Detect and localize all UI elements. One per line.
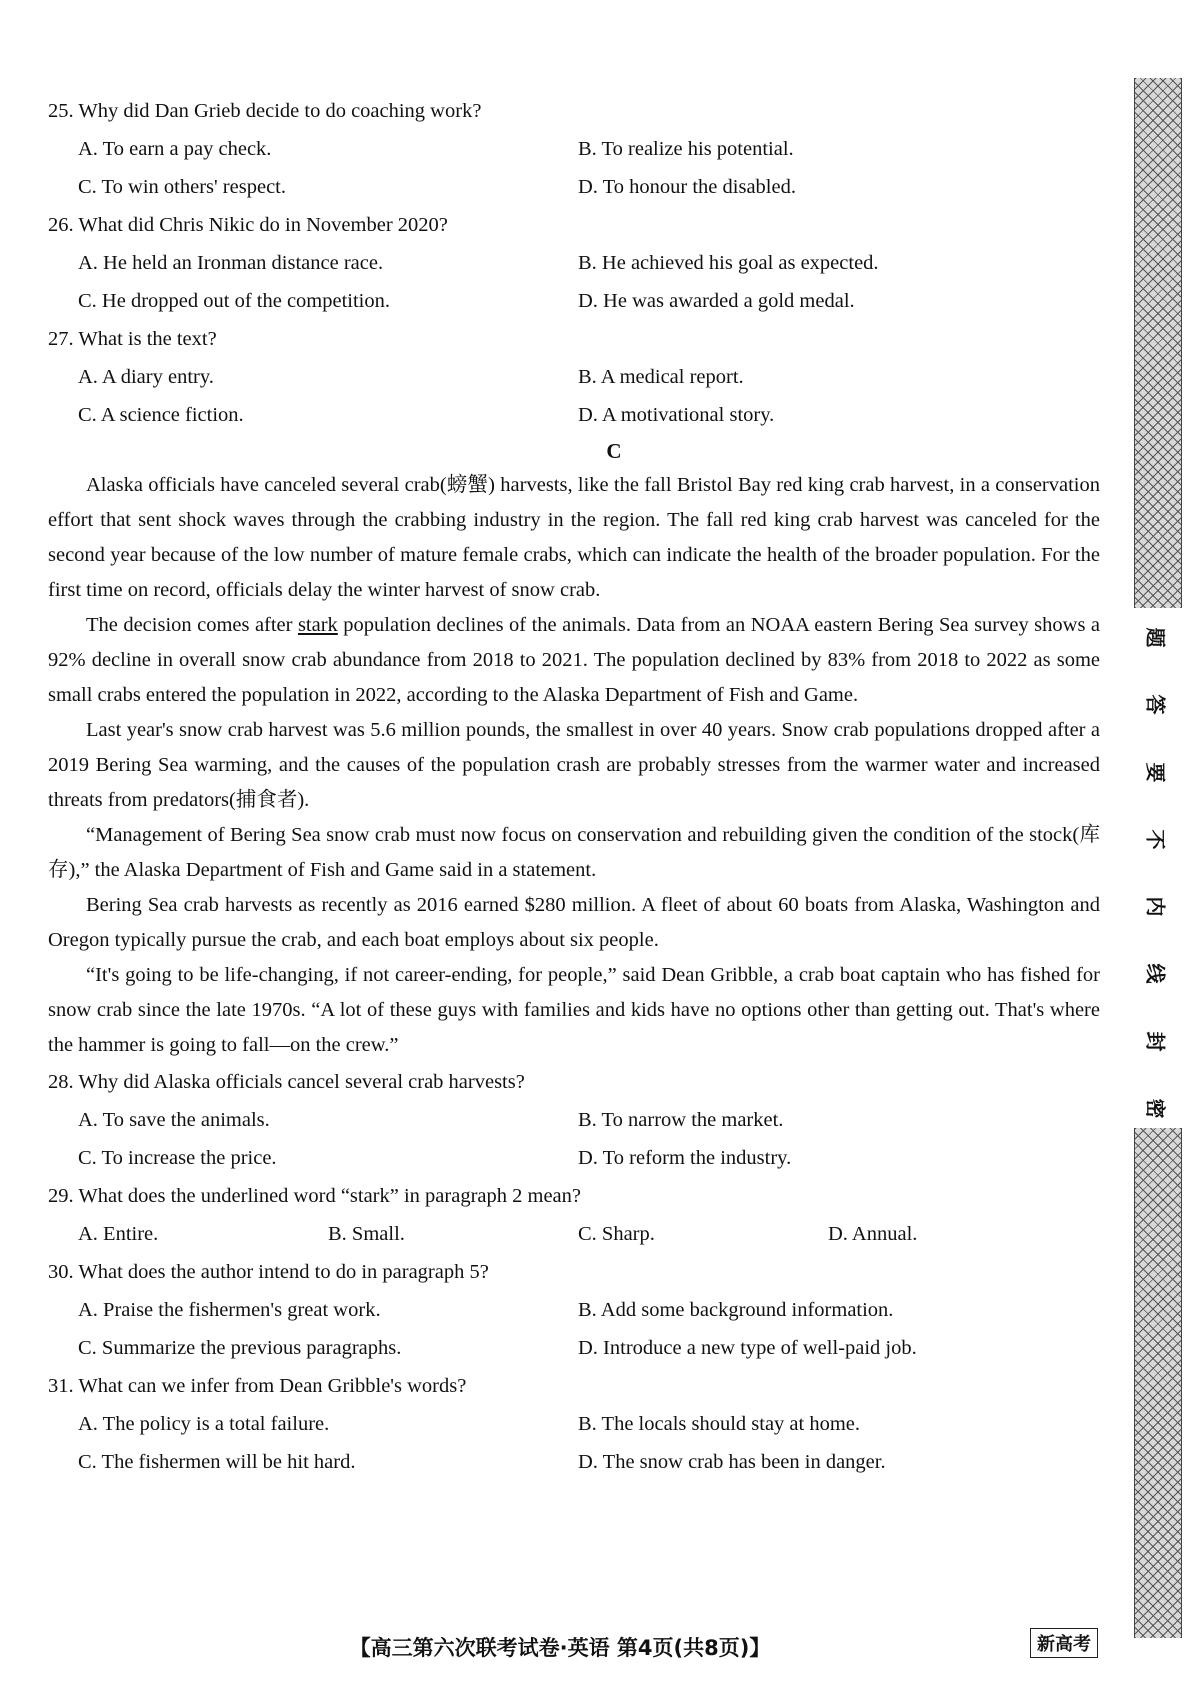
- question-stem: 27. What is the text?: [48, 328, 217, 350]
- binding-label: 封: [1143, 1031, 1168, 1052]
- option-b: B. Small.: [328, 1223, 405, 1245]
- option-b: B. A medical report.: [578, 366, 744, 388]
- passage-paragraph-4: “Management of Bering Sea snow crab must now focus on conservation and rebuilding given the condition of the stock(库存),” the Alaska Department of Fish and Game said in a statement.: [48, 824, 1100, 881]
- option-a: A. He held an Ironman distance race.: [78, 252, 384, 274]
- binding-label: 线: [1143, 963, 1168, 984]
- binding-label: 题: [1143, 627, 1168, 648]
- passage-paragraph-5: Bering Sea crab harvests as recently as 2016 earned $280 million. A fleet of about 60 boats from Alaska, Washington and Oregon typically pursue the crab, and each boat employs about six people.: [48, 894, 1100, 951]
- question-stem: 25. Why did Dan Grieb decide to do coaching work?: [48, 100, 482, 122]
- option-d: D. To reform the industry.: [578, 1147, 792, 1169]
- page-content: [48, 92, 1100, 1481]
- page-footer: 【高三第六次联考试卷·英语 第4页(共8页)】: [349, 1636, 771, 1660]
- option-d: D. The snow crab has been in danger.: [578, 1451, 886, 1473]
- passage-paragraph-6: “It's going to be life-changing, if not career-ending, for people,” said Dean Gribble, a crab boat captain who has fished for snow crab since the late 1970s. “A lot of these guys with families and kids have no options other than getting out. That's where the hammer is going to fall—on the crew.”: [48, 964, 1100, 1056]
- options: [48, 1215, 1100, 1253]
- option-c: C. Summarize the previous paragraphs.: [78, 1337, 402, 1359]
- option-b: B. He achieved his goal as expected.: [578, 252, 879, 274]
- exam-type-badge: 新高考: [1030, 1628, 1098, 1658]
- question-25: [48, 92, 1100, 206]
- passage-paragraph-3: Last year's snow crab harvest was 5.6 million pounds, the smallest in over 40 years. Snow crab populations dropped after a 2019 Bering Sea warming, and the causes of the population crash are probably stresses from the warmer water and increased threats from predators(捕食者).: [48, 719, 1100, 811]
- question-29: [48, 1177, 1100, 1253]
- option-a: A. To earn a pay check.: [78, 138, 272, 160]
- question-stem: 28. Why did Alaska officials cancel several crab harvests?: [48, 1071, 525, 1093]
- passage-paragraph-1: Alaska officials have canceled several crab(螃蟹) harvests, like the fall Bristol Bay red king crab harvest, in a conservation effort that sent shock waves through the crabbing industry in the region. The fall red king crab harvest was canceled for the second year because of the low number of mature female crabs, which can indicate the health of the broader population. For the first time on record, officials delay the winter harvest of snow crab.: [48, 474, 1100, 601]
- question-stem: 29. What does the underlined word “stark” in paragraph 2 mean?: [48, 1185, 581, 1207]
- paragraph-text: The decision comes after: [86, 614, 298, 636]
- options: [48, 1405, 1100, 1481]
- option-d: D. Introduce a new type of well-paid job.: [578, 1337, 917, 1359]
- options: [48, 130, 1100, 206]
- binding-labels: [1134, 623, 1180, 1123]
- question-27: [48, 320, 1100, 434]
- option-d: D. To honour the disabled.: [578, 176, 796, 198]
- binding-label: 密: [1143, 1098, 1168, 1119]
- option-c: C. Sharp.: [578, 1223, 655, 1245]
- binding-pattern-bottom: [1134, 1128, 1182, 1638]
- option-a: A. Entire.: [78, 1223, 159, 1245]
- binding-label: 要: [1143, 762, 1168, 783]
- options: [48, 1101, 1100, 1177]
- option-b: B. The locals should stay at home.: [578, 1413, 861, 1435]
- underlined-word: stark: [297, 614, 338, 636]
- question-26: [48, 206, 1100, 320]
- option-d: D. Annual.: [828, 1223, 918, 1245]
- binding-label: 答: [1143, 694, 1168, 715]
- option-c: C. A science fiction.: [78, 404, 244, 426]
- paragraph-text: population declines of the animals. Data from an NOAA eastern Bering Sea survey shows a 92% decline in overall snow crab abundance from 2018 to 2021. The population declined by 83% from 2018 to 2022 as some small crabs entered the population in 2022, according to the Alaska Department of Fish and Game.: [48, 614, 1101, 706]
- option-a: A. To save the animals.: [78, 1109, 270, 1131]
- options: [48, 1291, 1100, 1367]
- option-c: C. He dropped out of the competition.: [78, 290, 390, 312]
- option-d: D. He was awarded a gold medal.: [578, 290, 855, 312]
- options: [48, 244, 1100, 320]
- option-b: B. To realize his potential.: [578, 138, 794, 160]
- question-stem: 30. What does the author intend to do in paragraph 5?: [48, 1261, 489, 1283]
- option-c: C. To increase the price.: [78, 1147, 277, 1169]
- question-28: [48, 1063, 1100, 1177]
- question-stem: 26. What did Chris Nikic do in November 2020?: [48, 214, 448, 236]
- question-30: [48, 1253, 1100, 1367]
- option-d: D. A motivational story.: [578, 404, 775, 426]
- option-b: B. Add some background information.: [578, 1299, 894, 1321]
- passage-paragraph-2: [48, 608, 1100, 713]
- question-31: [48, 1367, 1100, 1481]
- option-a: A. Praise the fishermen's great work.: [78, 1299, 381, 1321]
- section-heading: C: [606, 439, 622, 463]
- option-c: C. The fishermen will be hit hard.: [78, 1451, 356, 1473]
- binding-pattern-top: [1134, 78, 1182, 608]
- option-c: C. To win others' respect.: [78, 176, 286, 198]
- question-stem: 31. What can we infer from Dean Gribble's words?: [48, 1375, 467, 1397]
- binding-label: 内: [1143, 896, 1168, 917]
- options: [48, 358, 1100, 434]
- option-a: A. The policy is a total failure.: [78, 1413, 330, 1435]
- option-a: A. A diary entry.: [78, 366, 214, 388]
- binding-label: 不: [1143, 829, 1168, 850]
- option-b: B. To narrow the market.: [578, 1109, 784, 1131]
- binding-strip: [1134, 78, 1180, 1638]
